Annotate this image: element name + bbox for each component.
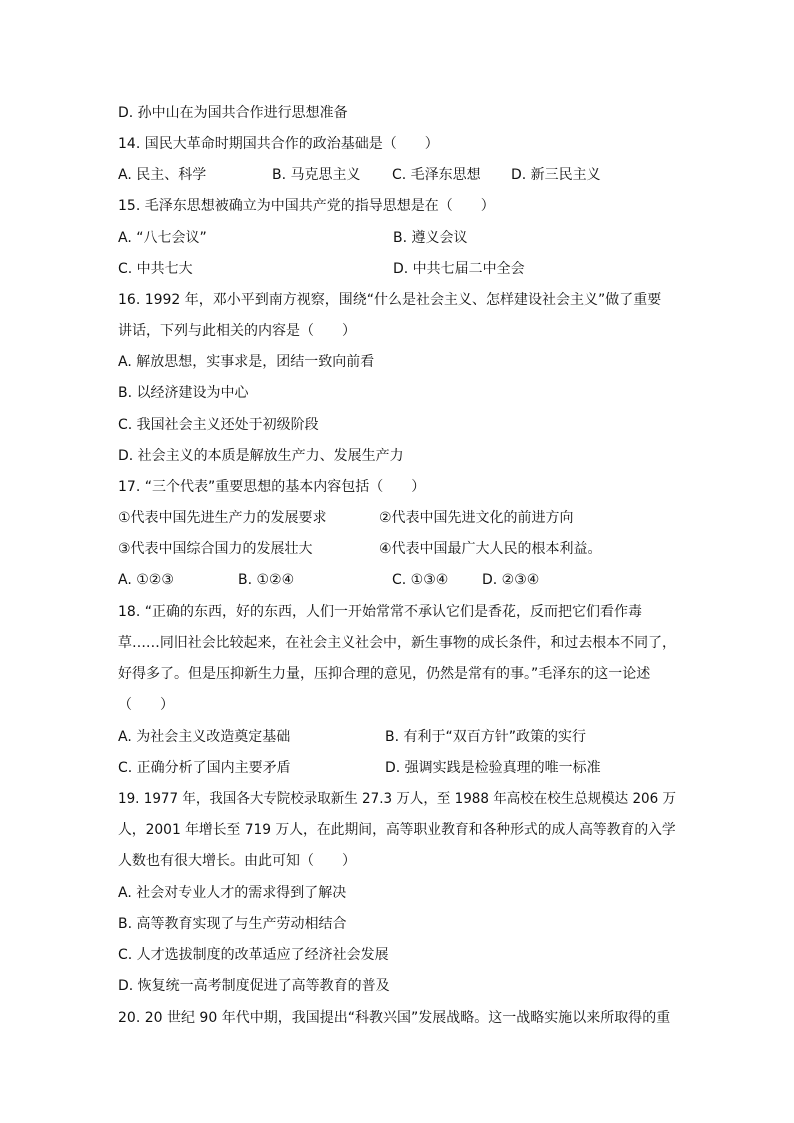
q14-option-b: B. 马克思主义 [272, 167, 361, 183]
q14-option-a: A. 民主、科学 [118, 167, 207, 183]
q14-option-d: D. 新三民主义 [511, 167, 601, 183]
q18-option-c: C. 正确分析了国内主要矛盾 [118, 760, 291, 776]
q16-option-d: D. 社会主义的本质是解放生产力、发展生产力 [118, 448, 404, 464]
q17-item-1: ①代表中国先进生产力的发展要求 [118, 510, 327, 526]
q19-option-c: C. 人才选拔制度的改革适应了经济社会发展 [118, 947, 389, 963]
q15-stem: 15. 毛泽东思想被确立为中国共产党的指导思想是在（ ） [118, 198, 495, 214]
q14-option-c: C. 毛泽东思想 [392, 167, 481, 183]
q17-item-4: ④代表中国最广大人民的根本利益。 [379, 541, 602, 557]
q20-stem-line1: 20. 20 世纪 90 年代中期，我国提出“科教兴国”发展战略。这一战略实施以来所取得的重 [118, 1010, 671, 1026]
q16-option-b: B. 以经济建设为中心 [118, 385, 249, 401]
q15-option-a: A. “八七会议” [118, 230, 207, 246]
q18-stem-line3: 好得多了。但是压抑新生力量，压抑合理的意见，仍然是常有的事。”毛泽东的这一论述 [118, 666, 651, 682]
q18-stem-line4: （ ） [118, 697, 174, 713]
q17-option-a: A. ①②③ [118, 572, 174, 588]
q17-option-d: D. ②③④ [482, 572, 540, 588]
q18-stem-line1: 18. “正确的东西，好的东西，人们一开始常常不承认它们是香花，反而把它们看作毒 [118, 604, 642, 620]
q17-option-b: B. ①②④ [238, 572, 295, 588]
q14-stem: 14. 国民大革命时期国共合作的政治基础是（ ） [118, 136, 439, 152]
q16-option-c: C. 我国社会主义还处于初级阶段 [118, 417, 319, 433]
q16-stem-line2: 讲话，下列与此相关的内容是（ ） [118, 323, 356, 339]
q18-option-d: D. 强调实践是检验真理的唯一标准 [385, 760, 601, 776]
q18-option-a: A. 为社会主义改造奠定基础 [118, 729, 291, 745]
q17-item-2: ②代表中国先进文化的前进方向 [379, 510, 574, 526]
q15-option-d: D. 中共七届二中全会 [393, 261, 525, 277]
q15-option-c: C. 中共七大 [118, 261, 193, 277]
q18-option-b: B. 有利于“双百方针”政策的实行 [385, 729, 587, 745]
q17-item-3: ③代表中国综合国力的发展壮大 [118, 541, 313, 557]
q19-option-b: B. 高等教育实现了与生产劳动相结合 [118, 916, 347, 932]
q15-option-b: B. 遵义会议 [393, 230, 468, 246]
q16-option-a: A. 解放思想，实事求是，团结一致向前看 [118, 354, 375, 370]
q19-stem-line1: 19. 1977 年，我国各大专院校录取新生 27.3 万人，至 1988 年高校在校生总规模达 206 万 [118, 791, 677, 807]
q19-stem-line2: 人，2001 年增长至 719 万人，在此期间，高等职业教育和各种形式的成人高等教育的入学 [118, 822, 676, 838]
q16-stem-line1: 16. 1992 年，邓小平到南方视察，围绕“什么是社会主义、怎样建设社会主义”做了重要 [118, 292, 662, 308]
q13-option-d: D. 孙中山在为国共合作进行思想准备 [118, 105, 348, 121]
q17-option-c: C. ①③④ [392, 572, 449, 588]
q19-option-d: D. 恢复统一高考制度促进了高等教育的普及 [118, 978, 390, 994]
q17-stem: 17. “三个代表”重要思想的基本内容包括（ ） [118, 479, 426, 495]
q18-stem-line2: 草……同旧社会比较起来，在社会主义社会中，新生事物的成长条件，和过去根本不同了， [118, 635, 676, 651]
q19-option-a: A. 社会对专业人才的需求得到了解决 [118, 885, 347, 901]
q19-stem-line3: 人数也有很大增长。由此可知（ ） [118, 853, 356, 869]
